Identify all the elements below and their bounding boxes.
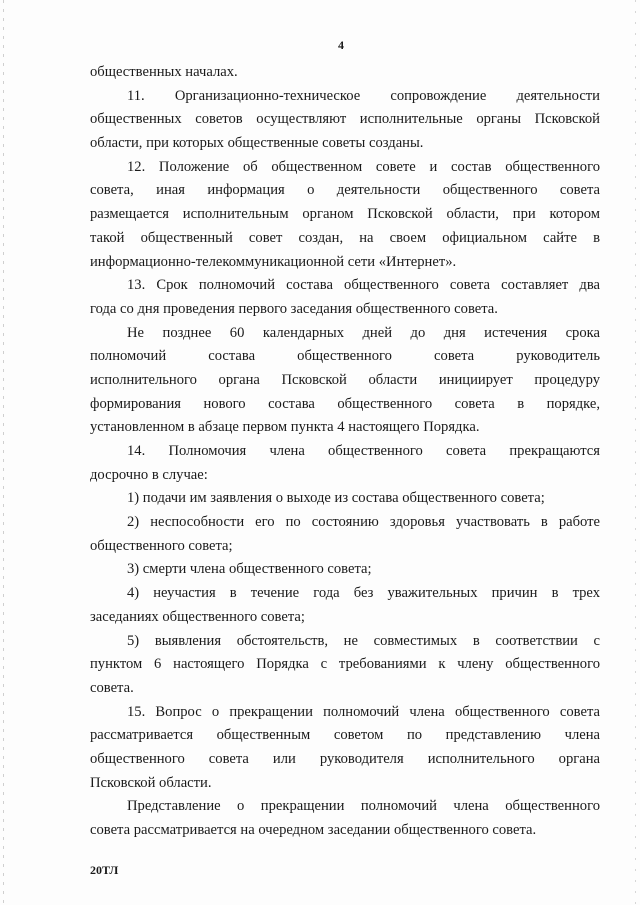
text-line: размещается исполнительным органом Псковской области, при котором (90, 206, 600, 223)
text-line: 2) неспособности его по состоянию здоровья участвовать в работе (127, 514, 600, 531)
document-body (90, 61, 600, 843)
text-line: 13. Срок полномочий состава общественного совета составляет два (127, 277, 600, 294)
text-line: 14. Полномочия члена общественного совета прекращаются (127, 443, 600, 459)
footer-code: 20ТЛ (90, 863, 119, 877)
scan-edge-left (3, 0, 4, 905)
text-line: Представление о прекращении полномочий члена общественного (127, 798, 600, 815)
text-line: исполнительного органа Псковской области инициирует процедуру (90, 371, 600, 388)
text-line: совета рассматривается на очередном заседании общественного совета. (90, 822, 537, 838)
text-line: формирования нового состава общественного совета в порядке, (90, 395, 600, 412)
text-line: 11. Организационно-техническое сопровождение деятельности (127, 87, 600, 104)
text-line: заседаниях общественного совета; (90, 608, 305, 625)
text-line: общественных началах. (90, 64, 238, 80)
text-line: установленном в абзаце первом пункта 4 настоящего Порядка. (90, 419, 480, 436)
text-line: такой общественный совет создан, на своем официальном сайте в (90, 229, 600, 246)
text-line: 15. Вопрос о прекращении полномочий члена общественного совета (127, 703, 600, 720)
text-line: 4) неучастия в течение года без уважительных причин в трех (127, 585, 600, 602)
text-line: области, при которых общественные советы созданы. (90, 135, 424, 152)
text-line: общественного совета; (90, 537, 233, 554)
text-line: 3) смерти члена общественного совета; (127, 561, 372, 578)
text-line: Псковской области. (90, 774, 212, 791)
text-line: пунктом 6 настоящего Порядка с требованиями к члену общественного (90, 656, 600, 673)
page-number: 4 (338, 38, 344, 52)
text-line: Не позднее 60 календарных дней до дня истечения срока (127, 324, 600, 341)
text-line: 5) выявления обстоятельств, не совместимых в соответствии с (127, 632, 600, 649)
text-line: рассматривается общественным советом по представлению члена (90, 727, 600, 744)
scan-edge-right (635, 0, 636, 905)
text-line: полномочий состава общественного совета руководитель (90, 348, 600, 365)
text-line: 12. Положение об общественном совете и состав общественного (127, 158, 600, 175)
text-line: досрочно в случае: (90, 466, 208, 483)
text-line: общественного совета или руководителя исполнительного органа (90, 750, 600, 767)
text-line: информационно-телекоммуникационной сети «Интернет». (90, 253, 457, 270)
text-line: 1) подачи им заявления о выходе из состава общественного совета; (127, 490, 545, 507)
text-line: общественных советов осуществляют исполнительные органы Псковской (90, 111, 600, 128)
text-line: года со дня проведения первого заседания общественного совета. (90, 300, 498, 317)
text-line: совета, иная информация о деятельности общественного совета (90, 182, 600, 199)
text-line: совета. (90, 679, 134, 696)
